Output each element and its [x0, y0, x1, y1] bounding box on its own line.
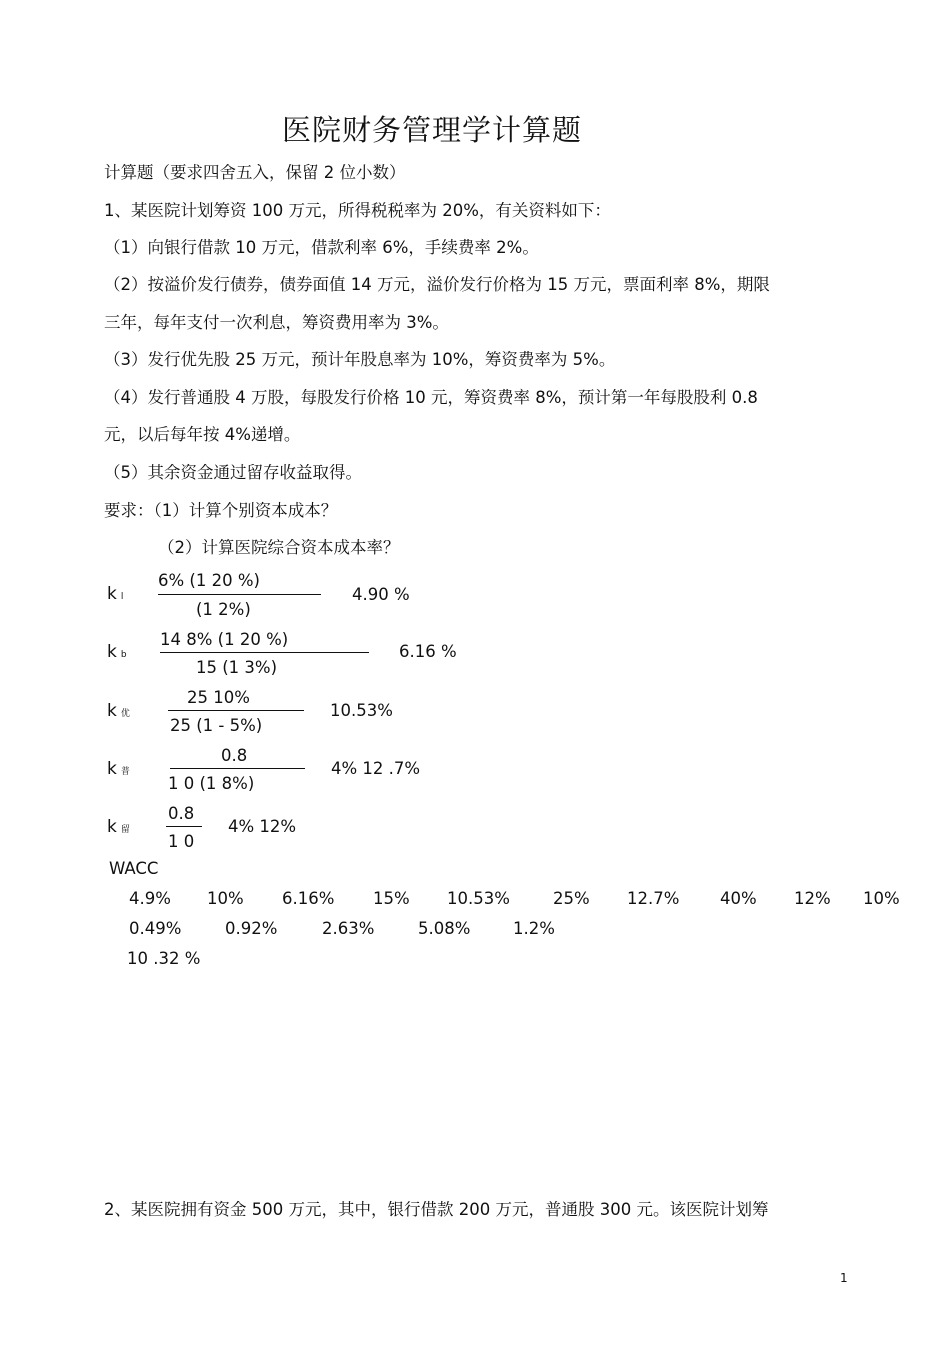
question-1-item-4: （4）发行普通股 4 万股，每股发行价格 10 元，筹资费率 8%，预计第一年每股股利 0.8	[104, 388, 758, 407]
formula-kl-numerator: 6% (1 20 %)	[158, 571, 260, 590]
formula-k-preferred-numerator: 25 10%	[187, 688, 250, 707]
question-1-item-2: （2）按溢价发行债券，债券面值 14 万元，溢价发行价格为 15 万元，票面利率 8%，期限	[104, 275, 770, 294]
formula-kl-fraction-bar	[158, 594, 321, 595]
formula-kb-denominator: 15 (1 3%)	[196, 658, 278, 677]
formula-kb-fraction-bar	[160, 652, 369, 653]
wacc-row2-value: 1.2%	[513, 919, 555, 938]
question-1-item-1: （1）向银行借款 10 万元，借款利率 6%，手续费率 2%。	[104, 238, 539, 257]
formula-k-preferred-symbol: k优	[107, 701, 130, 721]
page-number: 1	[840, 1271, 848, 1285]
formula-k-common-denominator: 1 0 (1 8%)	[168, 774, 255, 793]
wacc-result: 10 .32 %	[127, 949, 201, 968]
wacc-row1-value: 12.7%	[627, 889, 680, 908]
formula-k-retained-fraction-bar	[166, 826, 202, 827]
wacc-row1-value: 12%	[794, 889, 831, 908]
wacc-row1-value: 10.53%	[447, 889, 510, 908]
wacc-row1-value: 4.9%	[129, 889, 171, 908]
wacc-row1-value: 25%	[553, 889, 590, 908]
wacc-row1-value: 15%	[373, 889, 410, 908]
wacc-row1-value: 40%	[720, 889, 757, 908]
formula-k-common-result: 4% 12 .7%	[331, 759, 421, 778]
formula-k-retained-result: 4% 12%	[228, 817, 297, 836]
formula-k-preferred-result: 10.53%	[330, 701, 393, 720]
formula-k-retained-numerator: 0.8	[168, 804, 195, 823]
formula-kl-denominator: (1 2%)	[196, 600, 251, 619]
wacc-row1-value: 10%	[207, 889, 244, 908]
formula-kl-result: 4.90 %	[352, 585, 410, 604]
formula-k-preferred-denominator: 25 (1 - 5%)	[170, 716, 263, 735]
formula-k-preferred-fraction-bar	[168, 710, 304, 711]
formula-k-retained-symbol: k留	[107, 817, 130, 837]
wacc-row2-value: 0.49%	[129, 919, 182, 938]
wacc-row1-value: 6.16%	[282, 889, 335, 908]
wacc-row1-value: 10%	[863, 889, 900, 908]
formula-k-common-fraction-bar	[170, 768, 305, 769]
formula-k-retained-denominator: 1 0	[168, 832, 195, 851]
formula-kb-result: 6.16 %	[399, 642, 457, 661]
formula-kb-symbol: kb	[107, 642, 127, 662]
question-1-item-2-cont: 三年，每年支付一次利息，筹资费用率为 3%。	[104, 313, 449, 332]
wacc-row2-value: 2.63%	[322, 919, 375, 938]
requirement-2: （2）计算医院综合资本成本率？	[158, 538, 400, 557]
intro-line: 计算题（要求四舍五入，保留 2 位小数）	[104, 163, 406, 182]
formula-k-common-symbol: k普	[107, 759, 130, 779]
question-2-stem: 2、某医院拥有资金 500 万元，其中，银行借款 200 万元，普通股 300 元。该医院计划筹	[104, 1200, 769, 1219]
question-1-item-5: （5）其余资金通过留存收益取得。	[104, 463, 362, 482]
formula-k-common-numerator: 0.8	[221, 746, 248, 765]
requirement-1: 要求：（1）计算个别资本成本？	[104, 501, 338, 520]
question-1-stem: 1、某医院计划筹资 100 万元，所得税税率为 20%，有关资料如下：	[104, 201, 611, 220]
wacc-label: WACC	[109, 859, 159, 878]
wacc-row2-value: 5.08%	[418, 919, 471, 938]
wacc-row2-value: 0.92%	[225, 919, 278, 938]
page-title: 医院财务管理学计算题	[282, 113, 583, 147]
question-1-item-3: （3）发行优先股 25 万元，预计年股息率为 10%，筹资费率为 5%。	[104, 350, 616, 369]
question-1-item-4-cont: 元，以后每年按 4%递增。	[104, 425, 301, 444]
formula-kl-symbol: kl	[107, 584, 124, 604]
formula-kb-numerator: 14 8% (1 20 %)	[160, 630, 289, 649]
